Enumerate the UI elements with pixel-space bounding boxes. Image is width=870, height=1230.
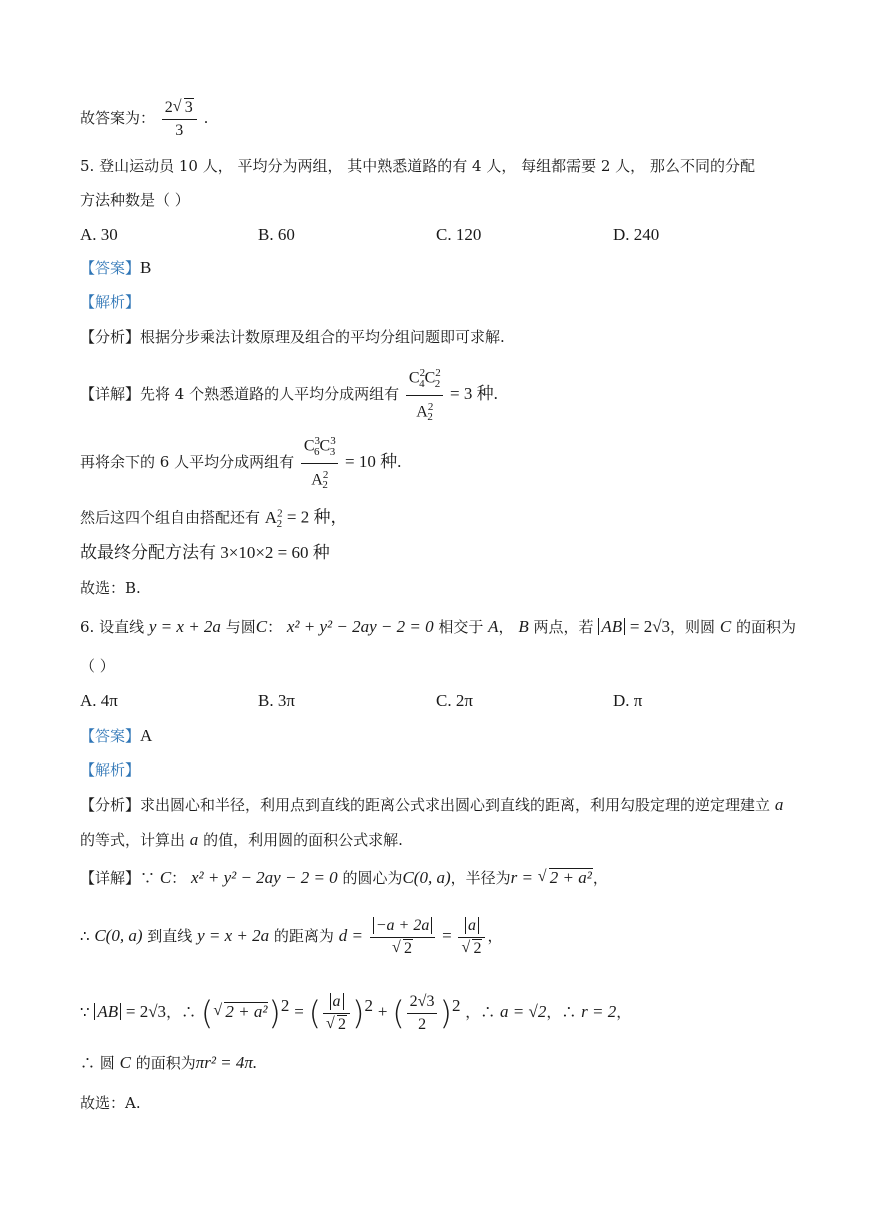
q6-stem-line2: （ ）	[80, 657, 115, 675]
q5-detail3-result: = 2 种，	[286, 507, 348, 527]
q6-stem-h: 两点，若	[533, 618, 594, 636]
q6-d3-num1: a	[330, 993, 344, 1010]
q6-fenxi-tag: 【分析】	[80, 796, 141, 814]
q6-d3-r: r = 2	[581, 1002, 617, 1021]
q6-d3-fraction1	[323, 991, 350, 1036]
q4-answer-prefix: 故答案为：	[80, 109, 156, 127]
q6-d3-a: a = √2	[500, 1002, 547, 1021]
q6-d3-end: ，	[616, 1003, 632, 1021]
q6-stem-ab: AB	[598, 618, 625, 635]
q5-detail1-fraction: $\frac{C^2_4C^2_2}{A^2_2}$	[406, 362, 443, 428]
q5-options	[80, 225, 780, 247]
q5-answer-line	[80, 258, 151, 278]
q6-d3-because: ∵	[80, 1003, 90, 1021]
q6-fenxi-line1	[80, 795, 783, 815]
q6-stem-c: C	[255, 617, 268, 636]
q6-d3-eq: = 2√3	[125, 1002, 167, 1021]
q6-d1-colon: ：	[171, 869, 187, 887]
q6-d3-sep2: ，∴	[465, 1003, 496, 1021]
q6-stem-e: A	[488, 617, 499, 636]
q6-detail4-line	[80, 1053, 257, 1073]
q6-d2-fraction1	[370, 915, 436, 960]
q6-d1-end: ，	[592, 869, 608, 887]
q5-answer-tag: 【答案】	[80, 259, 141, 277]
q6-fenxi1-var: a	[774, 795, 784, 814]
q6-d3-rad: 2 + a²	[225, 1002, 268, 1021]
q6-d4-a: ∴ 圆	[80, 1054, 115, 1072]
q6-d1-center-text: 的圆心为	[342, 869, 403, 887]
q4-answer-fraction: $\frac{2√ 3}{3}$	[162, 97, 197, 142]
q5-fenxi-tag: 【分析】	[80, 328, 141, 346]
q6-d2-den2: 2	[473, 939, 482, 957]
q6-d2-num2: a	[465, 917, 479, 934]
q6-d2-end: ，	[487, 927, 503, 945]
q6-answer-line	[80, 726, 152, 746]
q6-stem-j: C	[719, 617, 732, 636]
q5-stem-line1: 5. 登山运动员 10 人， 平均分为两组， 其中熟悉道路的有 4 人， 每组都需要 2 人， 那么不同的分配	[80, 157, 755, 175]
q5-detail1-text: 先将 4 个熟悉道路的人平均分成两组有	[140, 385, 400, 404]
q5-fenxi-text: 根据分步乘法计数原理及组合的平均分组问题即可求解.	[140, 328, 505, 346]
q6-fenxi-line2	[80, 830, 403, 850]
q6-answer: A	[140, 726, 153, 745]
q5-option-d: D. 240	[613, 225, 660, 244]
q6-d3-num2: 2√3	[409, 992, 435, 1010]
q6-stem-i: ，则圆	[670, 618, 716, 636]
q6-fenxi2-var: a	[189, 830, 199, 849]
q5-detail3-line	[80, 503, 347, 534]
q6-stem-eq: = 2√3	[629, 617, 671, 636]
q6-d2-text: 到直线	[147, 927, 193, 945]
q6-fenxi2-b: 的值，利用圆的面积公式求解.	[203, 831, 403, 849]
q6-d1-center: C(0, a)	[402, 868, 451, 887]
q5-fenxi-line	[80, 327, 505, 347]
q6-detail-tag: 【详解】	[80, 869, 141, 887]
q6-option-b: B. 3π	[258, 691, 295, 710]
q6-d1-radius-sqrt	[538, 868, 593, 888]
q6-d1-r: r =	[510, 868, 533, 887]
q6-d3-ab: AB	[94, 1003, 121, 1020]
q6-d2-num1: −a + 2a	[373, 917, 433, 934]
q6-detail1-line	[80, 868, 608, 888]
q6-choose-line: 故选：A.	[80, 1094, 141, 1112]
q5-option-a: A. 30	[80, 225, 118, 244]
q6-options	[80, 691, 780, 713]
q6-d1-c: C	[159, 868, 172, 887]
q6-answer-tag: 【答案】	[80, 727, 141, 745]
q6-d1-radius-rad: 2 + a²	[549, 868, 592, 887]
q5-detail3-perm: $A^2_2$	[264, 507, 283, 531]
q6-fenxi1-text: 求出圆心和半径，利用点到直线的距离公式求出圆心到直线的距离，利用勾股定理的逆定理建立	[140, 796, 771, 814]
q5-detail-tag: 【详解】	[80, 385, 141, 404]
q5-option-b: B. 60	[258, 225, 295, 244]
q6-stem-a: 6. 设直线	[80, 618, 145, 636]
q6-detail3-line: ∵ AB = 2√3，∴ (√ 2 + a²)$^2$ = ( a √ 2 )$^2$ + ( $\frac{2√3}{2}$ )$^2$ ，∴ a = √2，∴ r = 2，	[80, 976, 631, 1043]
q6-d4-eq: πr² = 4π.	[195, 1053, 258, 1072]
q6-d1-eq: x² + y² − 2ay − 2 = 0	[190, 868, 338, 887]
q5-analysis-tag: 【解析】	[80, 293, 141, 311]
q6-d2-center: C(0, a)	[94, 926, 143, 945]
q6-stem-line-eq: y = x + 2a	[148, 617, 221, 636]
q6-stem-g: B	[518, 617, 529, 636]
q6-d2-therefore: ∴	[80, 927, 90, 945]
q5-detail2-result: = 10 种.	[345, 452, 402, 472]
q6-analysis-tag: 【解析】	[80, 761, 141, 779]
q6-stem-k: 的面积为	[735, 618, 796, 636]
q6-d4-c: C	[119, 1053, 131, 1072]
q4-answer-end: .	[203, 109, 209, 127]
q5-choose-line: 故选：B.	[80, 579, 141, 597]
q5-detail1-result: = 3 种.	[450, 384, 498, 404]
q6-d2-d: d =	[338, 926, 363, 945]
q5-detail3-text: 然后这四个组自由搭配还有	[80, 508, 261, 527]
q5-answer: B	[140, 258, 152, 277]
q6-detail2-line: ∴ C(0, a) 到直线 y = x + 2a 的距离为 d = −a + 2a √ 2 = a √ 2 ，	[80, 910, 502, 962]
q6-stem-colon: ：	[267, 618, 283, 636]
q6-option-a: A. 4π	[80, 691, 118, 710]
q6-d2-den1: 2	[404, 939, 413, 957]
q5-detail1-line	[80, 362, 498, 428]
q6-stem-d: 相交于	[438, 618, 484, 636]
q6-d3-sqrt	[213, 982, 268, 1042]
q6-fenxi2-a: 的等式，计算出	[80, 831, 186, 849]
q5-detail2-line	[80, 430, 401, 496]
q6-stem-circle: x² + y² − 2ay − 2 = 0	[286, 617, 434, 636]
q6-d3-sep1: ，∴	[166, 1003, 197, 1021]
q6-d1-because: ∵	[140, 869, 156, 887]
q5-stem-line2: 方法种数是（ ）	[80, 191, 190, 209]
q5-option-c: C. 120	[436, 225, 482, 244]
q6-d4-b: 的面积为	[135, 1054, 196, 1072]
q6-stem-b: 与圆	[225, 618, 256, 636]
q6-stem-line1	[80, 617, 796, 637]
q5-detail4-line: 故最终分配方法有 3×10×2 = 60 种	[80, 543, 330, 562]
q6-d1-radius-text: ，半径为	[450, 869, 511, 887]
q6-d3-fraction2	[407, 991, 438, 1036]
q6-stem-f: ，	[498, 618, 514, 636]
q4-answer-line	[80, 96, 208, 142]
q6-d3-den1: 2	[338, 1015, 347, 1033]
q6-d2-line: y = x + 2a	[197, 926, 270, 945]
q5-detail2-text: 再将余下的 6 人平均分成两组有	[80, 453, 295, 472]
q6-d3-den2: 2	[407, 1013, 438, 1036]
q6-d2-dist-text: 的距离为	[273, 927, 334, 945]
q6-option-c: C. 2π	[436, 691, 473, 710]
q6-d2-fraction2	[458, 915, 485, 960]
q6-option-d: D. π	[613, 691, 643, 710]
q5-detail2-fraction: $\frac{C^3_6C^3_3}{A^2_2}$	[301, 430, 338, 496]
q6-d3-sep3: ，∴	[546, 1003, 577, 1021]
